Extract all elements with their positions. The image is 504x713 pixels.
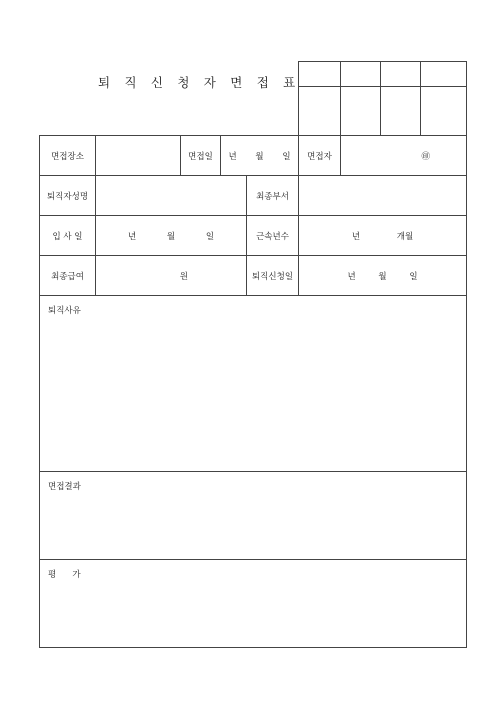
apply-date-field[interactable] <box>299 256 467 296</box>
approval-sign-cell[interactable] <box>381 87 421 136</box>
dept-field[interactable] <box>299 176 467 216</box>
apply-day-unit: 일 <box>409 271 418 282</box>
join-date-field[interactable] <box>96 216 247 256</box>
wage-unit: 원 <box>179 271 188 282</box>
approval-box <box>298 61 467 136</box>
place-field[interactable] <box>96 136 181 176</box>
result-label: 면접결과 <box>48 482 81 492</box>
join-month-unit: 월 <box>166 231 176 242</box>
wage-label: 최종급여 <box>40 256 96 296</box>
date-day-unit: 일 <box>282 151 291 162</box>
tenure-field[interactable] <box>299 216 467 256</box>
reason-field[interactable] <box>40 296 467 472</box>
interview-form <box>39 135 467 648</box>
interviewer-field[interactable] <box>341 136 467 176</box>
join-year-unit: 년 <box>127 231 137 242</box>
reason-label: 퇴직사유 <box>48 306 81 316</box>
apply-month-unit: 월 <box>378 271 387 282</box>
place-label: 면접장소 <box>40 136 96 176</box>
approval-header-cell <box>381 62 421 87</box>
tenure-year-unit: 년 <box>351 231 361 242</box>
wage-field[interactable] <box>96 256 247 296</box>
page-title: 퇴 직 신 청 자 면 접 표 <box>98 75 301 90</box>
approval-header-cell <box>421 62 467 87</box>
tenure-month-unit: 개월 <box>396 231 414 242</box>
date-year-unit: 년 <box>228 151 237 162</box>
approval-sign-cell[interactable] <box>299 87 341 136</box>
approval-header-cell <box>341 62 381 87</box>
tenure-label: 근속년수 <box>247 216 299 256</box>
approval-header-cell <box>299 62 341 87</box>
seal-mark: ㊞ <box>421 151 430 162</box>
name-field[interactable] <box>96 176 247 216</box>
interview-date-label: 면접일 <box>181 136 221 176</box>
approval-sign-cell[interactable] <box>421 87 467 136</box>
date-month-unit: 월 <box>255 151 264 162</box>
dept-label: 최종부서 <box>247 176 299 216</box>
name-label: 퇴직자성명 <box>40 176 96 216</box>
evaluation-field[interactable] <box>40 560 467 648</box>
result-field[interactable] <box>40 472 467 560</box>
apply-year-unit: 년 <box>347 271 356 282</box>
evaluation-label: 평 가 <box>48 570 81 580</box>
interviewer-label: 면접자 <box>299 136 341 176</box>
join-date-label: 입 사 일 <box>40 216 96 256</box>
apply-date-label: 퇴직신청일 <box>247 256 299 296</box>
join-day-unit: 일 <box>205 231 215 242</box>
approval-sign-cell[interactable] <box>341 87 381 136</box>
interview-date-field[interactable] <box>221 136 299 176</box>
